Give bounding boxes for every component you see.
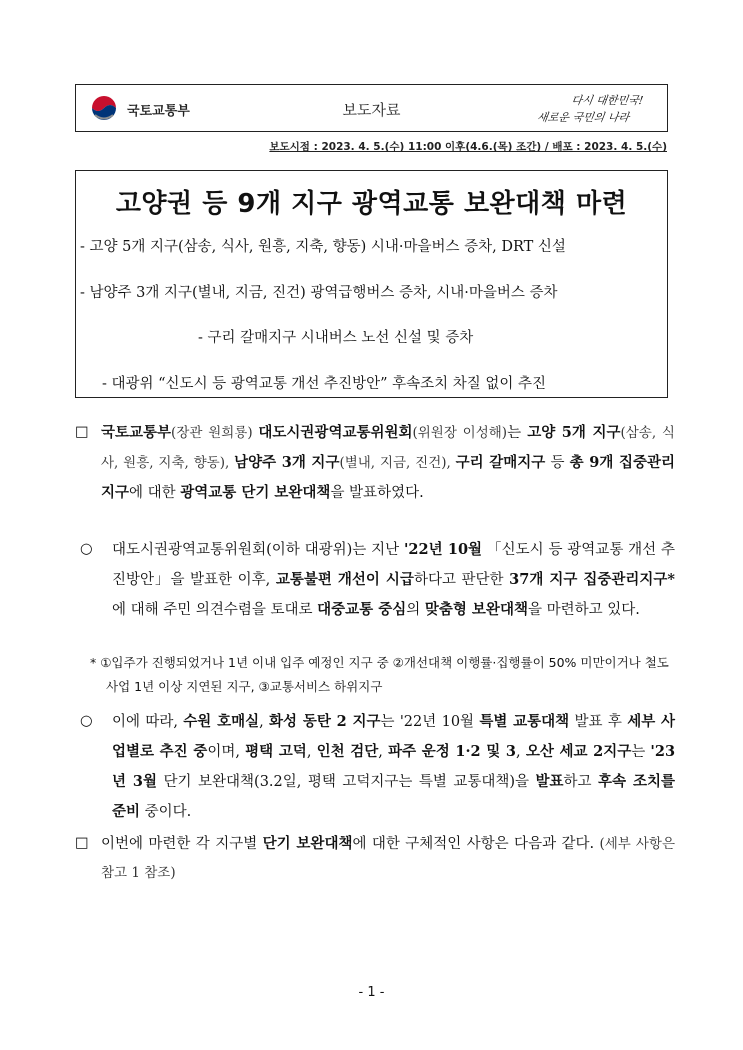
text-run: 의: [406, 602, 425, 618]
text-run: 「신도시 등 광역교통 개선 추진방안」을 발표한 이후,: [112, 542, 676, 588]
text-run: 단기 보완대책: [262, 835, 353, 852]
text-run: 대도시권광역교통위원회(이하 대광위)는 지난: [112, 542, 404, 558]
paragraph-2-text: [112, 535, 675, 625]
paragraph-1-text: [101, 418, 675, 508]
text-run: (세부 사항은 참고 1 참조): [101, 836, 676, 881]
footnote-text: * ①입주가 진행되었거나 1년 이내 입주 예정인 지구 중 ②개선대책 이행률·집행률이 50% 미만이거나 철도사업 1년 이상 지연된 지구, ③교통서비스 하위지구: [90, 655, 669, 694]
text-run: 파주 운정 1·2 및 3: [388, 743, 516, 760]
text-run: 는: [507, 425, 528, 441]
text-run: ,: [306, 744, 317, 760]
text-run: 을 마련하고 있다.: [527, 602, 640, 618]
text-run: 발표: [535, 773, 564, 790]
paragraph-4-text: [101, 829, 675, 888]
circle-bullet: ○: [80, 541, 93, 557]
text-run: 오산 세교 2지구: [525, 743, 632, 760]
paragraph-3: [80, 707, 675, 827]
text-run: 하고: [563, 774, 599, 790]
text-run: 이번에 마련한 각 지구별: [101, 836, 263, 852]
text-run: (위원장 이성해): [412, 425, 508, 441]
text-run: 구리 갈매지구: [455, 454, 546, 471]
paragraph-4: [75, 829, 675, 888]
text-run: ,: [259, 714, 270, 730]
text-run: 총 9개 집중관리지구: [101, 454, 675, 501]
ministry-name: 국토교통부: [127, 103, 190, 119]
text-run: 특별 교통대책: [479, 713, 570, 730]
text-run: '23년 3월: [112, 743, 676, 790]
text-run: 고양 5개 지구: [527, 424, 621, 441]
text-run: 등: [545, 455, 570, 471]
slogan-line2: 새로운 국민의 나라: [536, 111, 630, 124]
text-run: (별내, 지금, 진건),: [339, 455, 456, 471]
text-run: 37개 지구 집중관리지구*: [509, 571, 675, 588]
paragraph-3-text: [112, 707, 675, 827]
text-run: 교통불편 개선이 시급: [275, 571, 414, 588]
text-run: 세부 사업별로 추진 중: [112, 713, 675, 760]
text-run: 대중교통 중심: [317, 601, 407, 618]
text-run: 대도시권광역교통위원회: [258, 424, 413, 441]
subtitle-3: - 구리 갈매지구 시내버스 노선 신설 및 증차: [198, 330, 474, 346]
text-run: 중이다.: [140, 804, 192, 820]
text-run: ,: [516, 744, 526, 760]
text-run: 평택 고덕: [245, 743, 307, 760]
text-run: '22년 10월: [403, 541, 483, 558]
text-run: 이에 따라,: [112, 714, 184, 730]
text-run: 남양주 3개 지구: [234, 454, 340, 471]
doc-type-label: 보도자료: [342, 101, 401, 119]
text-run: 인천 검단: [316, 743, 379, 760]
text-run: 는 '22년 10월: [380, 714, 480, 730]
subtitle-4: - 대광위 “신도시 등 광역교통 개선 추진방안” 후속조치 차질 없이 추진: [102, 376, 547, 392]
text-run: 이며,: [207, 744, 246, 760]
page-number: - 1 -: [358, 985, 385, 1000]
press-header: [75, 84, 668, 132]
text-run: (장관 원희룡): [171, 425, 259, 441]
square-bullet: □: [75, 835, 89, 851]
circle-bullet: ○: [80, 713, 93, 729]
paragraph-1: [75, 418, 675, 508]
text-run: 에 대한: [129, 485, 181, 501]
text-run: 국토교통부: [101, 424, 172, 441]
text-run: 는: [631, 744, 651, 760]
text-run: 하다고 판단한: [413, 572, 510, 588]
slogan-handwriting: [529, 90, 661, 126]
paragraph-2: [80, 535, 675, 625]
square-bullet: □: [75, 424, 89, 440]
text-run: 에 대한 구체적인 사항은 다음과 같다.: [352, 836, 600, 852]
text-run: 에 대해 주민 의견수렴을 토대로: [112, 602, 318, 618]
subtitle-1: - 고양 5개 지구(삼송, 식사, 원흥, 지축, 향동) 시내·마을버스 증차, DRT 신설: [80, 239, 566, 255]
subtitle-2: - 남양주 3개 지구(별내, 지금, 진건) 광역급행버스 증차, 시내·마을버스 증차: [80, 285, 558, 301]
text-run: 단기 보완대책(3.2일, 평택 고덕지구는 특별 교통대책)을: [157, 774, 536, 790]
release-info: 보도시점 : 2023. 4. 5.(수) 11:00 이후(4.6.(목) 조간) / 배포 : 2023. 4. 5.(수): [269, 141, 667, 153]
text-run: 후속 조치를 준비: [112, 773, 675, 820]
text-run: 맞춤형 보완대책: [424, 601, 528, 618]
slogan-line1: 다시 대한민국!: [570, 94, 645, 107]
text-run: 화성 동탄 2 지구: [269, 713, 381, 730]
page-title: 고양권 등 9개 지구 광역교통 보완대책 마련: [115, 189, 628, 219]
text-run: (삼송, 식사, 원흥, 지축, 향동),: [101, 425, 675, 471]
text-run: 을 발표하였다.: [330, 485, 424, 501]
title-box: [75, 170, 668, 398]
footnote: [90, 651, 680, 699]
text-run: 광역교통 단기 보완대책: [180, 484, 331, 501]
text-run: 발표 후: [569, 714, 628, 730]
text-run: 수원 호매실: [183, 713, 260, 730]
text-run: ,: [378, 744, 389, 760]
